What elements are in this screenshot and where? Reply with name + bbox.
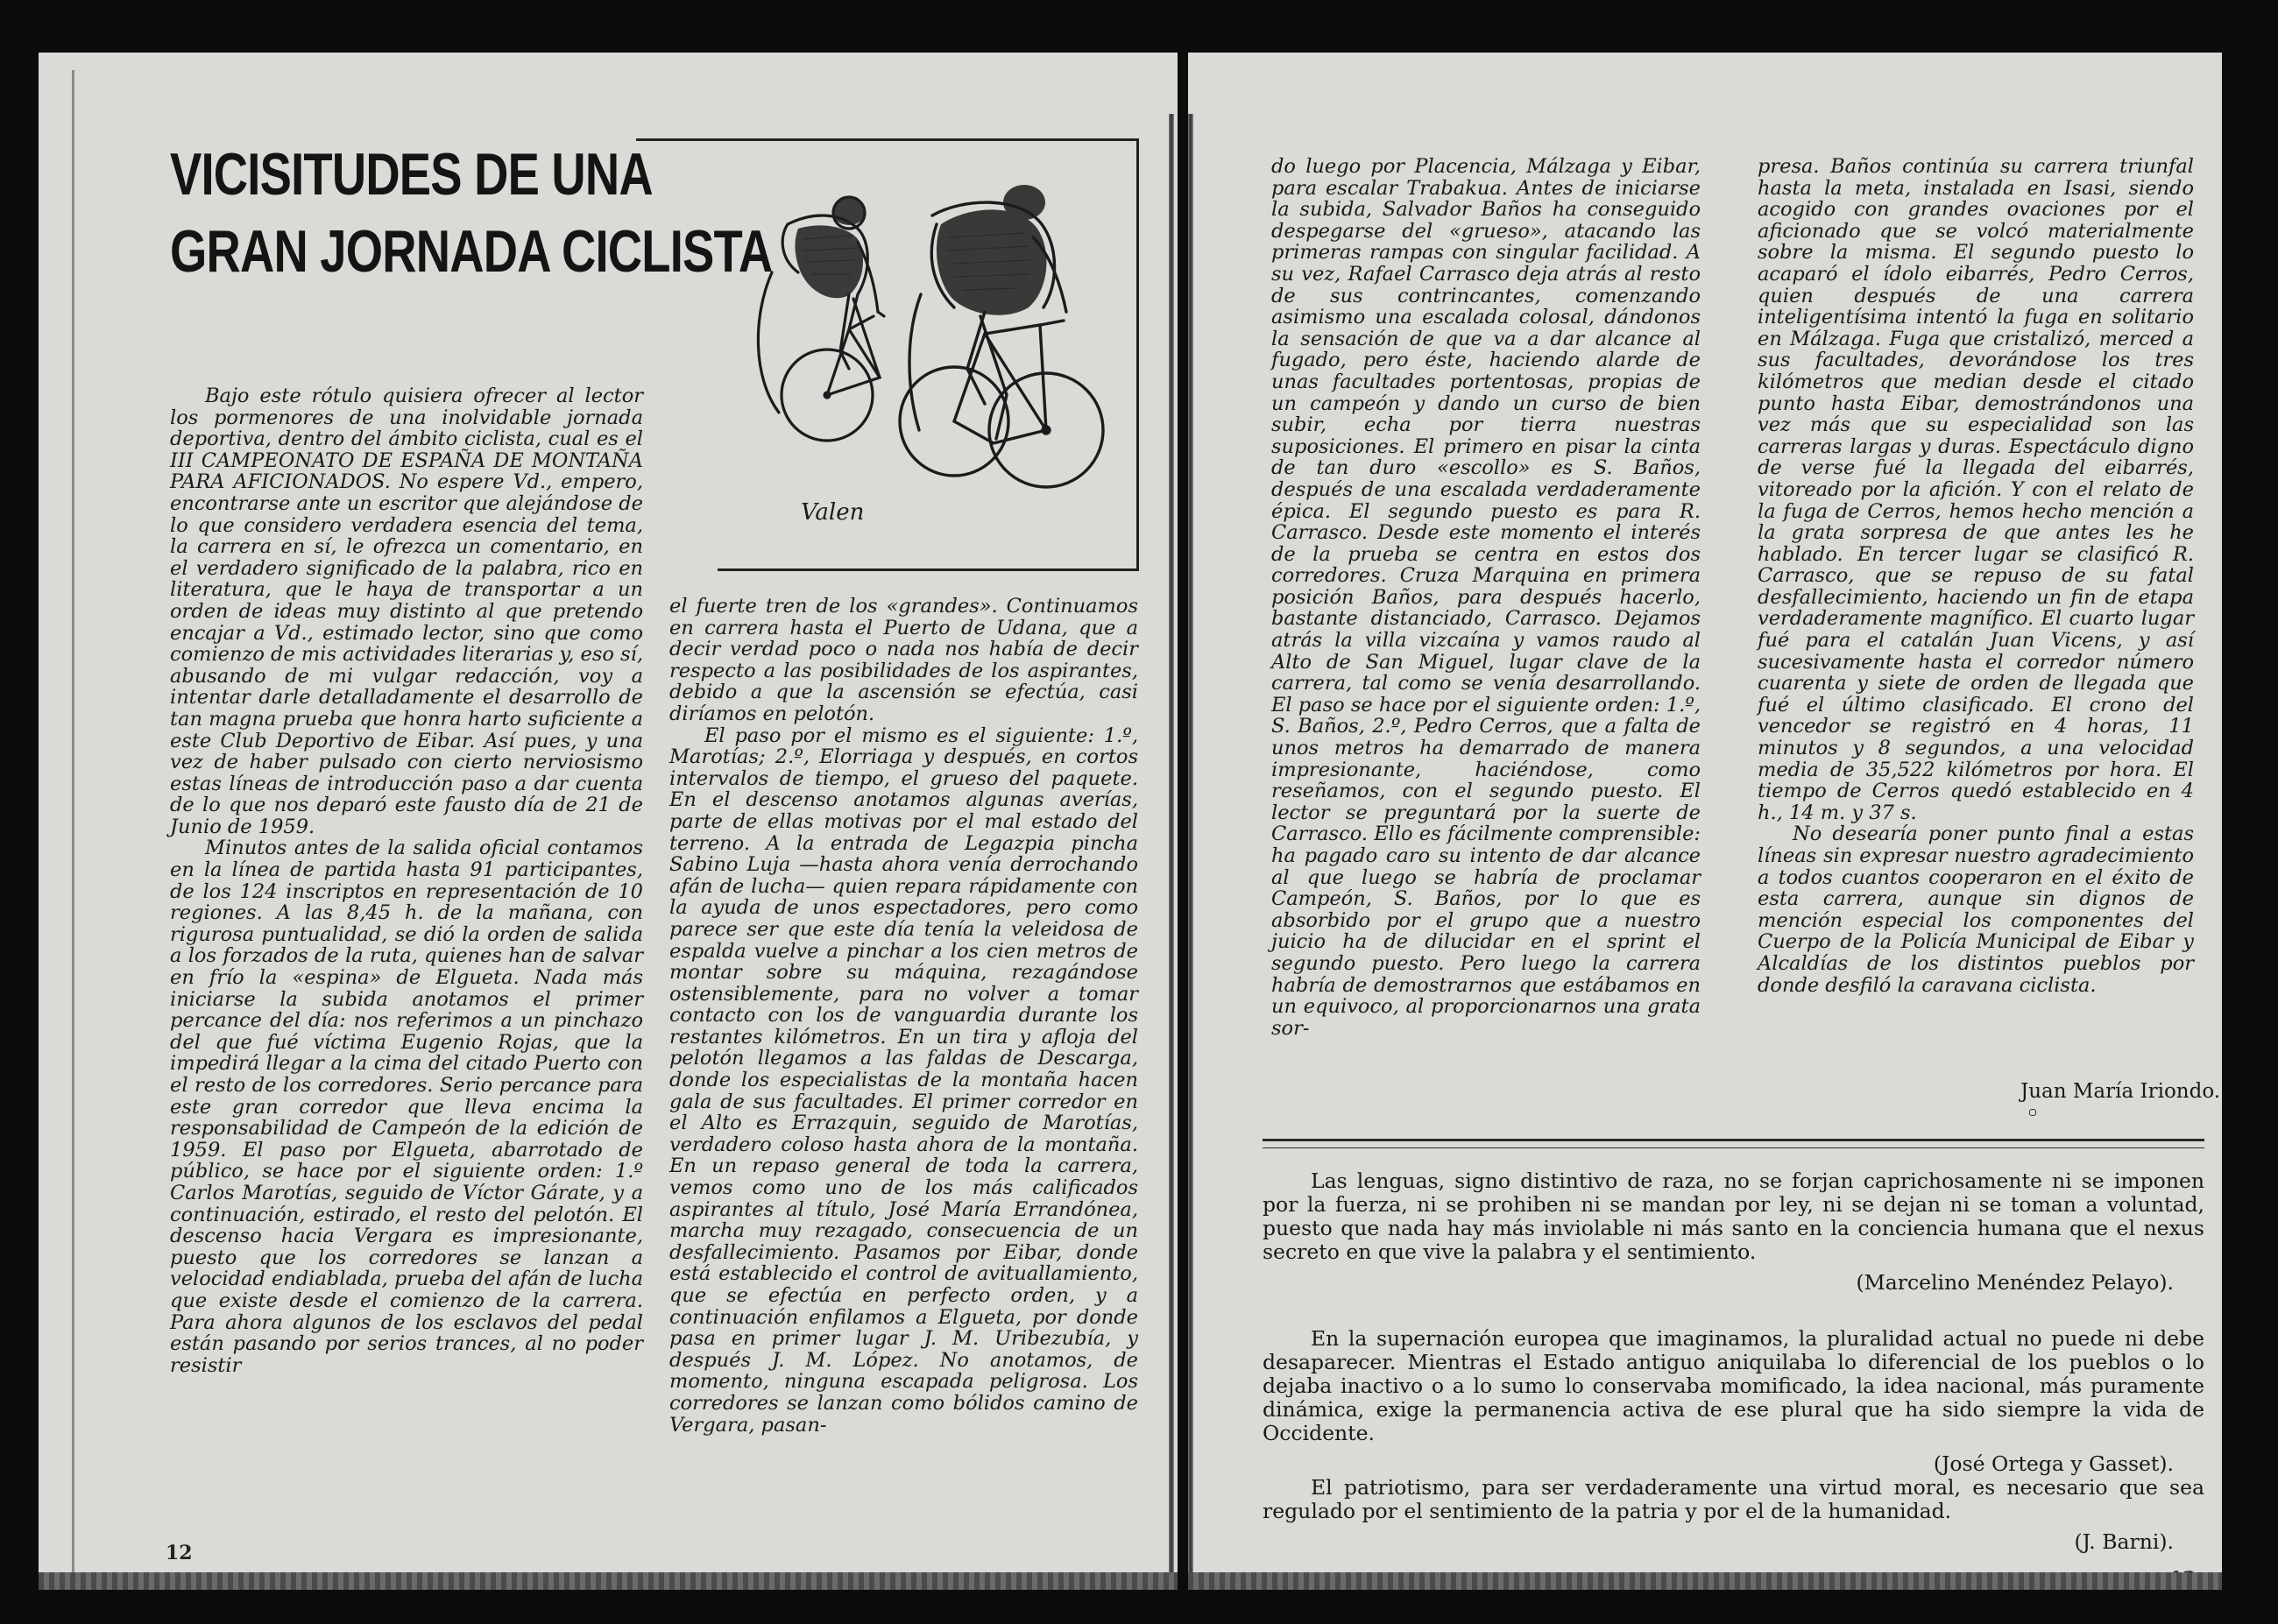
page-edge: [72, 70, 74, 1572]
gutter-shadow: [1169, 114, 1174, 1579]
author-signature: Juan María Iriondo.: [2020, 1080, 2221, 1103]
article-column-4: [1758, 156, 2194, 996]
title-line-2: GRAN JORNADA CICLISTA: [170, 218, 773, 285]
title-line-1: VICISITUDES DE UNA: [170, 141, 653, 208]
article-column-3: [1271, 156, 1701, 1039]
article-column-2: [669, 596, 1138, 1436]
paragraph: presa. Baños continúa su carrera triunfal hasta la meta, instalada en Isasi, siendo acogido con grandes ovaciones por el aficionado que se volcó materialmente sobre la misma. El segundo puesto lo acaparó el ídolo eibarrés, Pedro Cerros, quien después de una carrera inteligentísima intentó la fuga en solitario en Málzaga. Fuga que cristalizó, merced a sus facultades, devorándose los tres kilómetros que median desde el citado punto hasta Eibar, demostrándonos una vez más que su especialidad son las carreras largas y duras. Espectáculo digno de verse fué la llegada del eibarrés, vitoreado por la afición. Y con el relato de la fuga de Cerros, hemos hecho mención a la grata sorpresa de que antes les he hablado. En tercer lugar se clasificó R. Carrasco, que se repuso de su fatal desfallecimiento, haciendo un fin de etapa verdaderamente magnífico. El cuarto lugar fué para el catalán Juan Vicens, y así sucesivamente hasta el corredor número cuarenta y siete de orden de llegada que fué el último clasificado. El crono del vencedor se registró en 4 horas, 11 minutos y 8 segundos, a una velocidad media de 35,522 kilómetros por hora. El tiempo de Cerros quedó establecido en 4 h., 14 m. y 37 s.: [1758, 155, 2194, 824]
quote-author: (J. Barni).: [2074, 1529, 2174, 1554]
quote-block: [1263, 1476, 2204, 1554]
print-speck: [2029, 1109, 2036, 1116]
article-title: [170, 136, 772, 290]
left-page: [39, 53, 1178, 1590]
illustration-rule: [636, 138, 719, 141]
quote-text: Las lenguas, signo distintivo de raza, no se forjan caprichosamente ni se imponen por la fuerza, ni se prohiben ni se mandan por ley, ni se dejan ni se toman a voluntad, puesto que nada hay más inviolable ni más santo en la conciencia humana que el nexus secreto en que vive la palabra y el sentimiento.: [1263, 1169, 2204, 1264]
paragraph: Minutos antes de la salida oficial contamos en la línea de partida hasta 91 participantes, de los 124 inscriptos en representación de 10 regiones. A las 8,45 h. de la mañana, con rigurosa puntualidad, se dió la orden de salida a los forzados de la ruta, quienes han de salvar en frío la «espina» de Elgueta. Nada más iniciarse la subida anotamos el primer percance del día: nos referimos a un pinchazo del que fué víctima Eugenio Rojas, que la impedirá llegar a la cima del citado Puerto con el resto de los corredores. Serio percance para este gran corredor que lleva encima la responsabilidad de Campeón de la edición de 1959. El paso por Elgueta, abarrotado de público, se hace por el siguiente orden: 1.º Carlos Marotías, seguido de Víctor Gárate, y a continuación, estirado, el resto del pelotón. El descenso hacia Vergara es impresionante, puesto que los corredores se lanzan a velocidad endiablada, prueba del afán de lucha que existe desde el comienzo de la carrera. Para ahora algunos de los esclavos del pedal están pasando por serios trances, al no poder resistir: [170, 837, 643, 1377]
section-divider-thin: [1263, 1147, 2204, 1148]
scan-edge: [1188, 1572, 2222, 1590]
paragraph: do luego por Placencia, Málzaga y Eibar, para escalar Trabakua. Antes de iniciarse la subida, Salvador Baños ha conseguido despegarse del «grueso», atacando las primeras rampas con singular facilidad. A su vez, Rafael Carrasco deja atrás al resto de sus contrincantes, comenzando asimismo una escalada colosal, dándonos la sensación de que va a dar alcance al fugado, pero éste, haciendo alarde de unas facultades portentosas, propias de un campeón y dando un curso de bien subir, echa por tierra nuestras suposiciones. El primero en pisar la cinta de tan duro «escollo» es S. Baños, después de una escalada verdaderamente épica. El segundo puesto es para R. Carrasco. Desde este momento el interés de la prueba se centra en estos dos corredores. Cruza Marquina en primera posición Baños, para después hacerlo, bastante distanciado, Carrasco. Dejamos atrás la villa vizcaína y vamos raudo al Alto de San Miguel, lugar clave de la carrera, tal como se venía desarrollando. El paso se hace por el siguiente orden: 1.º, S. Baños, 2.º, Pedro Cerros, que a falta de unos metros ha demarrado de manera impresionante, haciéndose, como reseñamos, con el segundo puesto. El lector se preguntará por la suerte de Carrasco. Ello es fácilmente comprensible: ha pagado caro su intento de dar alcance al que luego se habría de proclamar Campeón, S. Baños, por lo que es absorbido por el grupo que a nuestro juicio ha de dilucidar en el sprint el segundo puesto. Pero luego la carrera habría de demostrarnos que estábamos en un equivoco, al proporcionarnos una grata sor-: [1271, 155, 1701, 1040]
quote-author: (Marcelino Menéndez Pelayo).: [1856, 1270, 2174, 1295]
quote-text: En la supernación europea que imaginamos, la pluralidad actual no puede ni debe desaparecer. Mientras el Estado antiguo aniquilaba lo diferencial de los pueblos o lo dejaba inactivo o a lo sumo lo conservaba momificado, la idea nacional, más puramente dinámica, exige la permanencia activa de ese plural que ha sido siempre la vida de Occidente.: [1263, 1326, 2204, 1445]
paragraph: El paso por el mismo es el siguiente: 1.º, Marotías; 2.º, Elorriaga y después, en cortos intervalos de tiempo, el grueso del paquete. En el descenso anotamos algunas averías, parte de ellas motivas por el mal estado del terreno. A la entrada de Legazpia pincha Sabino Luja —hasta ahora venía derrochando afán de lucha— quien repara rápidamente con la ayuda de unos espectadores, pero como parece ser que este día tenía la veleidosa de espalda vuelve a pinchar a los cien metros de montar sobre su máquina, rezagándose ostensiblemente, para no volver a tomar contacto con los de vanguardia durante los restantes kilómetros. En un tira y afloja del pelotón llegamos a las faldas de Descarga, donde los especialistas de la montaña hacen gala de sus facultades. El primer corredor en el Alto es Errazquin, seguido de Marotías, verdadero coloso hasta ahora de la montaña. En un repaso general de toda la carrera, vemos como uno de los más calificados aspirantes al título, José María Errandónea, marcha muy rezagado, consecuencia de un desfallecimiento. Pasamos por Eibar, donde está establecido el control de avituallamiento, que se efectúa en perfecto orden, y a continuación enfilamos a Elgueta, por donde pasa en primer lugar J. M. Uribezubía, y después J. M. López. No anotamos, de momento, ninguna escapada peligrosa. Los corredores se lanzan como bólidos camino de Vergara, pasan-: [669, 724, 1138, 1437]
paragraph: Bajo este rótulo quisiera ofrecer al lector los pormenores de una inolvidable jornada deportiva, dentro del ámbito ciclista, cual es el III CAMPEONATO DE ESPAÑA DE MONTAÑA PARA AFICIONADOS. No espere Vd., empero, encontrarse ante un escritor que alejándose de lo que considero verdadera esencia del tema, la carrera en sí, le ofrezca un comentario, en el verdadero significado de la palabra, rico en literatura, que le haya de transportar a un orden de ideas muy distinto al que pretendo encajar a Vd., estimado lector, sino que como comienzo de mis actividades literarias y, eso sí, abusando de mi vulgar redacción, voy a intentar darle detalladamente el desarrollo de tan magna prueba que honra harto suficiente a este Club Deportivo de Eibar. Así pues, y una vez de haber pulsado con cierto nerviosismo estas líneas de introducción paso a dar cuenta de lo que nos deparó este fausto día de 21 de Junio de 1959.: [170, 385, 643, 838]
illustration-signature: Valen: [801, 499, 865, 526]
quote-block: [1263, 1327, 2204, 1476]
cyclists-drawing: [718, 141, 1136, 568]
paragraph: el fuerte tren de los «grandes». Continuamos en carrera hasta el Puerto de Udana, que a decir verdad poco o nada nos había de decir respecto a las posibilidades de los aspirantes, debido a que la ascensión se efectúa, casi diríamos en pelotón.: [669, 595, 1138, 725]
quote-block: [1263, 1169, 2204, 1295]
page-number: 12: [166, 1542, 193, 1564]
section-divider: [1263, 1139, 2204, 1141]
cyclists-illustration: [718, 138, 1139, 571]
right-page: [1188, 53, 2222, 1590]
paragraph: No desearía poner punto final a estas líneas sin expresar nuestro agradecimiento a todos cuantos cooperaron en el éxito de esta carrera, aunque sin dignos de mención especial los componentes del Cuerpo de la Policía Municipal de Eibar y Alcaldías de los distintos pueblos por donde desfiló la caravana ciclista.: [1758, 823, 2194, 997]
quote-text: El patriotismo, para ser verdaderamente una virtud moral, es necesario que sea regulado por el sentimiento de la patria y por el de la humanidad.: [1263, 1475, 2204, 1523]
article-column-1: [170, 385, 643, 1376]
scan-edge: [39, 1572, 1178, 1590]
quote-author: (José Ortega y Gasset).: [1933, 1451, 2174, 1476]
gutter-shadow: [1188, 114, 1193, 1579]
